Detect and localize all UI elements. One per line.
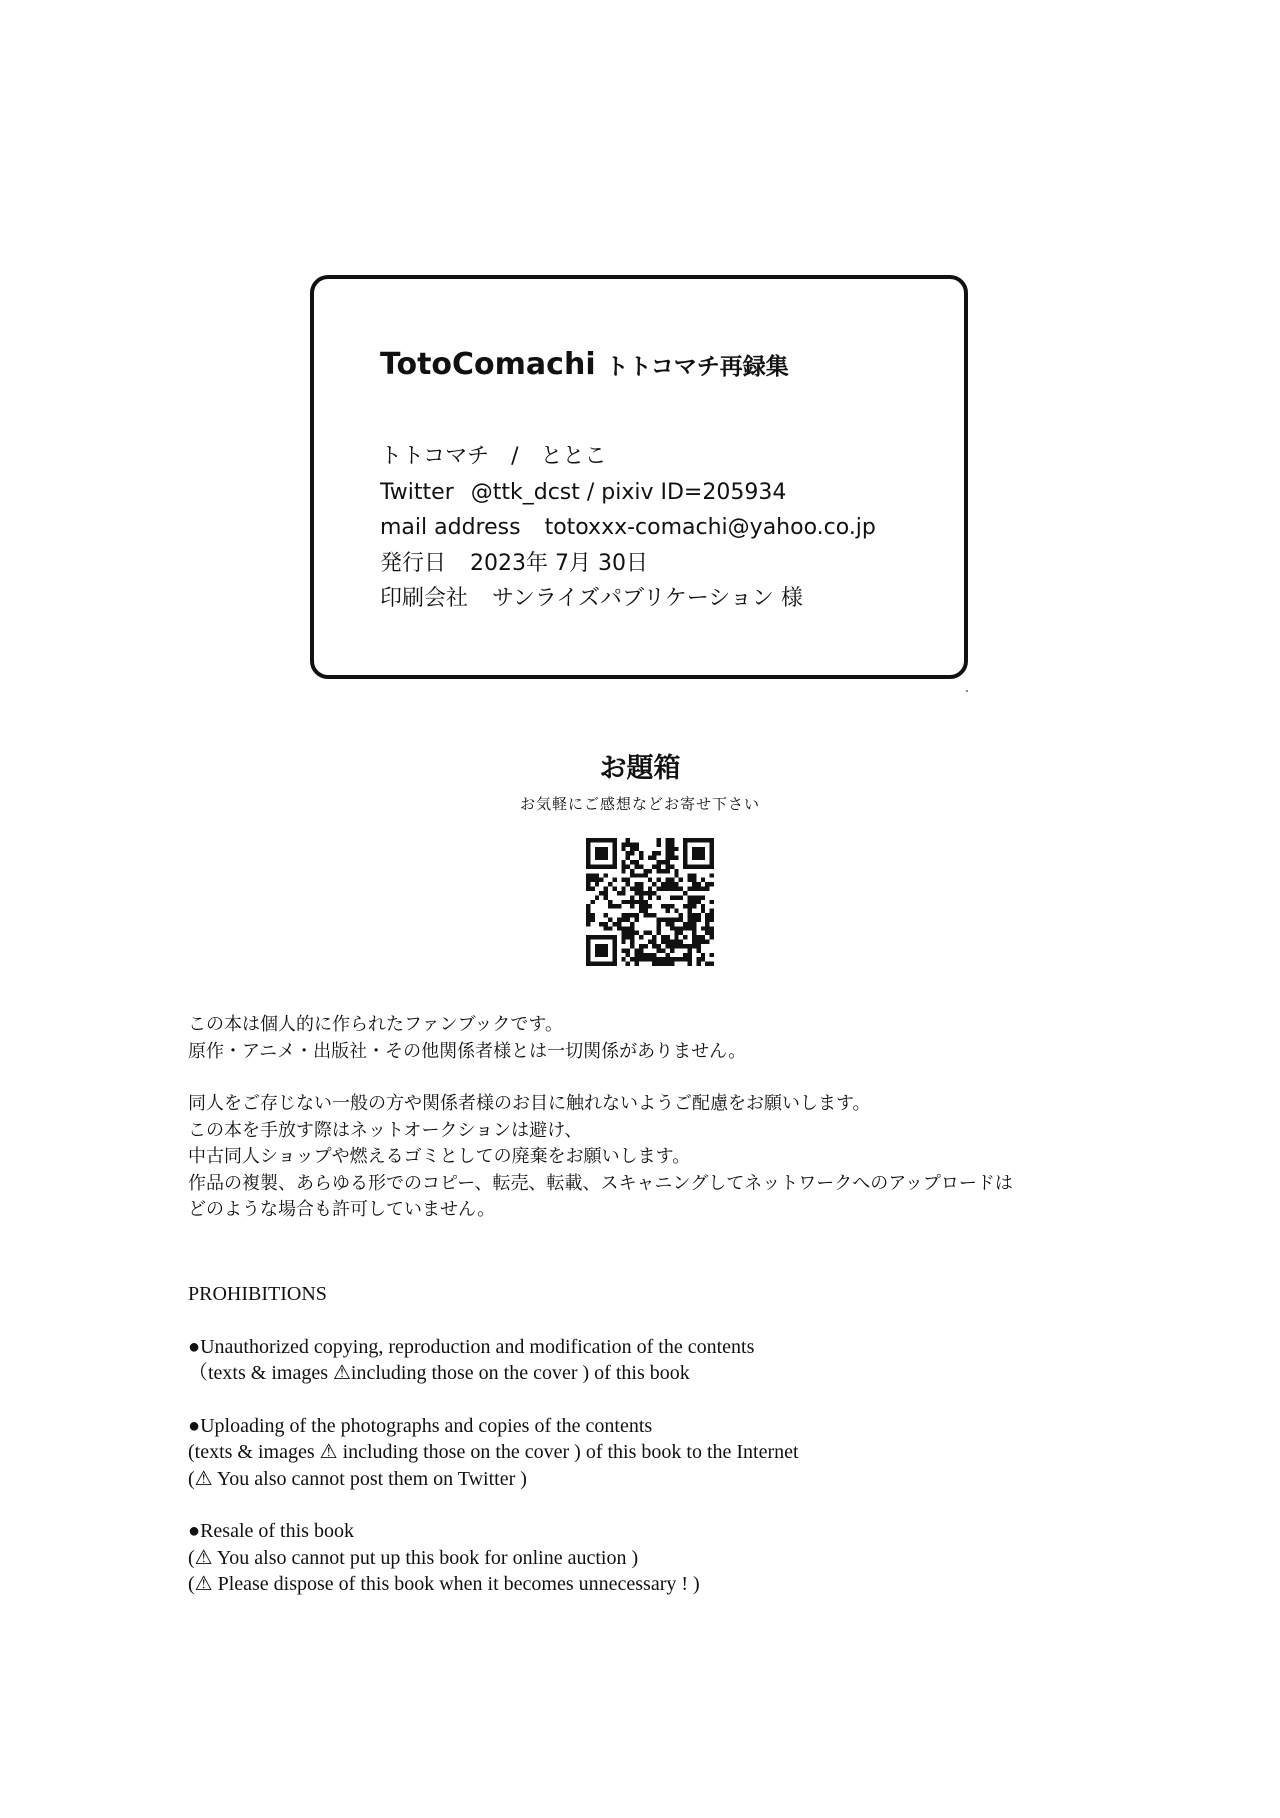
prohibition-item: ●Resale of this book — [188, 1520, 354, 1542]
notice-line: この本は個人的に作られたファンブックです。 — [188, 1014, 563, 1035]
printer-line — [380, 581, 876, 617]
qr-code-icon[interactable] — [586, 838, 714, 966]
mail-value: totoxxx-comachi@yahoo.co.jp — [544, 515, 876, 540]
issue-date-value: 2023年 7月 30日 — [470, 550, 648, 576]
prohibitions-heading: PROHIBITIONS — [188, 1283, 327, 1305]
book-title — [380, 347, 789, 382]
qr-code-graphic — [586, 838, 714, 966]
book-title-jp: トトコマチ再録集 — [605, 354, 789, 380]
notice-line: どのような場合も許可していません。 — [188, 1199, 496, 1220]
prohibition-item-detail: (⚠ Please dispose of this book when it becomes unnecessary ! ) — [188, 1573, 700, 1595]
prohibition-item-detail: (texts & images ⚠ including those on the cover ) of this book to the Internet — [188, 1441, 799, 1463]
prohibition-item: ●Unauthorized copying, reproduction and modification of the contents — [188, 1335, 755, 1358]
twitter-line — [380, 475, 876, 511]
notice-line: 原作・アニメ・出版社・その他関係者様とは一切関係がありません。 — [188, 1040, 747, 1062]
twitter-label: Twitter — [380, 479, 454, 505]
printer-label: 印刷会社 — [380, 586, 469, 611]
issue-date-line — [380, 546, 876, 582]
odai-box-section — [0, 746, 1280, 814]
book-title-en: TotoComachi — [380, 347, 596, 382]
mail-line — [380, 510, 876, 546]
mail-label: mail address — [380, 515, 521, 540]
colophon-box — [310, 275, 968, 679]
colophon-info — [380, 439, 876, 617]
notice-line: この本を手放す際はネットオークションは避け、 — [188, 1119, 583, 1141]
printer-value: サンライズパブリケーション 様 — [492, 586, 803, 611]
fanbook-notice — [188, 1012, 1013, 1224]
notice-line: 同人をご存じない一般の方や関係者様のお目に触れないようご配慮をお願いします。 — [188, 1093, 871, 1114]
circle-author-line: トトコマチ / ととこ — [380, 444, 607, 469]
prohibition-item-detail: (⚠ You also cannot post them on Twitter ) — [188, 1467, 527, 1490]
issue-date-label: 発行日 — [380, 550, 447, 576]
notice-line: 中古同人ショップや燃えるゴミとしての廃棄をお願いします。 — [188, 1146, 691, 1167]
prohibitions-section — [188, 1281, 799, 1598]
prohibition-item-detail: (⚠ You also cannot put up this book for online auction ) — [188, 1546, 639, 1569]
odai-title: お題箱 — [599, 753, 681, 784]
notice-line: 作品の複製、あらゆる形でのコピー、転売、転載、スキャニングしてネットワークへのアップロードは — [188, 1172, 1013, 1194]
prohibition-item-detail: （texts & images ⚠including those on the cover ) of this book — [188, 1362, 690, 1384]
twitter-value: @ttk_dcst / pixiv ID=205934 — [470, 479, 787, 505]
print-mark — [966, 690, 968, 692]
prohibition-item: ●Uploading of the photographs and copies of the contents — [188, 1414, 653, 1437]
odai-subtitle: お気軽にご感想などお寄せ下さい — [519, 795, 760, 813]
